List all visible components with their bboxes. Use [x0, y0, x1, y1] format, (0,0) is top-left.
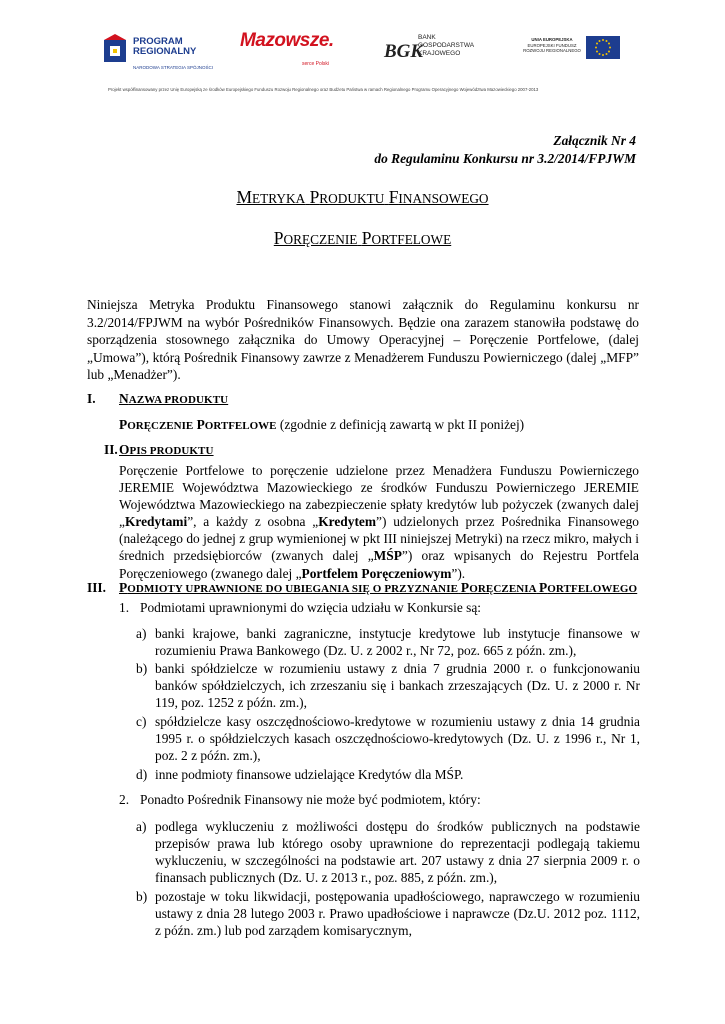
section-2-number: II.: [104, 442, 118, 457]
program-regionalny-icon: [100, 32, 130, 66]
eu-text: [520, 37, 584, 54]
point-2b-text: pozostaje w toku likwidacji, postępowania upadłościowego, naprawczego w rozumieniu ustawy z dnia 28 lutego 2003 r. Prawo upadłościowe i naprawcze (Dz.U. 2012 poz. 1112, z późn. zm.) lub pod zarządem komisarycznym,: [155, 889, 640, 939]
section-1-number: I.: [87, 391, 96, 406]
point-1c-label: c): [136, 714, 147, 729]
point-1b-text: banki spółdzielcze w rozumieniu ustawy z dnia 7 grudnia 2000 r. o funkcjonowaniu banków spółdzielczych, ich zrzeszaniu się i bankach zrzeszających (Dz. U. z 2000 r. Nr 119, poz. 1252 z późn. zm.),: [155, 661, 640, 711]
point-2b-label: b): [136, 889, 148, 904]
point-1a-text: banki krajowe, banki zagraniczne, instytucje kredytowe lub instytucje finansowe w rozumieniu Prawa Bankowego (Dz. U. z 2002 r., Nr 72, poz. 665 z późn. zm.),: [155, 626, 640, 659]
program-regionalny-sub: NARODOWA STRATEGIA SPÓJNOŚCI: [133, 65, 214, 70]
annex-number: Załącznik Nr 4: [553, 133, 636, 148]
program-regionalny-logo: [100, 32, 240, 72]
eu-line3: ROZWOJU REGIONALNEGO: [523, 48, 581, 53]
bgk-monogram-text: BGK: [384, 41, 424, 62]
mazowsze-logo: [240, 32, 355, 72]
bgk-text: [418, 34, 474, 58]
eu-flag-icon: [586, 36, 620, 59]
bgk-line1: BANK: [418, 34, 436, 41]
bgk-line2: GOSPODARSTWA: [418, 42, 475, 49]
eu-logo: [520, 34, 632, 64]
bgk-logo: [383, 34, 493, 70]
point-1a-label: a): [136, 626, 147, 641]
section-3-heading: PODMIOTY UPRAWNIONE DO UBIEGANIA SIĘ O PRZYZNANIE PORĘCZENIA PORTFELOWEGO: [119, 580, 638, 595]
section-2-body: Poręczenie Portfelowe to poręczenie udzielone przez Menadżera Funduszu Powierniczego JEREMIE Województwa Mazowieckiego ze środków Funduszu Powierniczego JEREMIE Województwa Mazowieckiego na zabezpieczenie spłaty kredytów lub pożyczek (zwanych dalej „Kredytami”, a każdy z osobna „Kredytem”) udzielonych przez Pośrednika Finansowego (należącego do jednej z grup wymienionej w pkt III niniejszej Metryki) na rzecz mikro, małych i średnich przedsiębiorców (zwanych dalej „MŚP”) oraz wpisanych do Rejestru Portfela Poręczeniowego (zwanego dalej „Portfelem Poręczeniowym”).: [119, 463, 639, 581]
point-2-text: Ponadto Pośrednik Finansowy nie może być podmiotem, który:: [140, 792, 481, 807]
point-1-text: Podmiotami uprawnionymi do wzięcia udziału w Konkursie są:: [140, 600, 482, 615]
section-1-heading: NAZWA PRODUKTU: [119, 391, 229, 406]
point-1b-label: b): [136, 661, 148, 676]
section-3-number: III.: [87, 580, 106, 595]
point-1d-label: d): [136, 767, 148, 782]
point-1d-text: inne podmioty finansowe udzielające Kredytów dla MŚP.: [155, 767, 464, 782]
point-2a-label: a): [136, 819, 147, 834]
header-logos: [100, 28, 630, 74]
point-1-label: 1.: [119, 600, 130, 615]
section-1-body: PORĘCZENIE PORTFELOWE (zgodnie z definicją zawartą w pkt II poniżej): [119, 417, 525, 432]
document-subtitle: PORĘCZENIE PORTFELOWE: [273, 228, 452, 248]
eu-line1: UNIA EUROPEJSKA: [531, 37, 573, 42]
document-title: METRYKA PRODUKTU FINANSOWEGO: [236, 187, 489, 207]
point-2-label: 2.: [119, 792, 130, 807]
project-funding-note: Projekt współfinansowany przez Unię Europejską ze środków Europejskiego Funduszu Rozwoju Regionalnego oraz Budżetu Państwa w ramach Regionalnego Programu Operacyjnego Województwa Mazowieckiego 2007-2013: [108, 87, 539, 92]
mazowsze-wordmark: Mazowsze.: [240, 30, 334, 51]
bgk-line3: KRAJOWEGO: [418, 50, 461, 57]
point-2a-text: podlega wykluczeniu z możliwości dostępu do środków publicznych na podstawie przepisów prawa lub którego osoby uprawnione do reprezentacji podlegają takiemu wykluczeniu, w szczególności na podstawie art. 207 ustawy z dnia 27 sierpnia 2009 r. o finansach publicznych (Dz. U. z 2013 r., poz. 885, z późn. zm.),: [155, 819, 640, 886]
program-regionalny-text: [133, 37, 196, 57]
section-2-heading: OPIS PRODUKTU: [119, 442, 214, 457]
eu-line2: EUROPEJSKI FUNDUSZ: [527, 42, 577, 48]
program-regionalny-line1: PROGRAM: [133, 36, 183, 47]
mazowsze-tagline: serce Polski: [302, 61, 329, 67]
point-1c-text: spółdzielcze kasy oszczędnościowo-kredytowe w rozumieniu ustawy z dnia 14 grudnia 1995 r. o spółdzielczych kasach oszczędnościowo-kredytowych (Dz. U. z 1996 r., Nr 1, poz. 2 z późn. zm.),: [155, 714, 640, 764]
intro-paragraph: Niniejsza Metryka Produktu Finansowego stanowi załącznik do Regulaminu konkursu nr 3.2/2014/FPJWM na wybór Pośredników Finansowych. Będzie ona zarazem stanowiła podstawę do sporządzenia stosownego załącznika do Umowy Operacyjnej – Poręczenie Portfelowe, (dalej „Umowa”), którą Pośrednik Finansowy zawrze z Menadżerem Funduszu Powierniczego (dalej „MFP” lub „Menadżer”).: [87, 297, 639, 383]
bgk-monogram-icon: [383, 36, 424, 64]
program-regionalny-line2: REGIONALNY: [133, 46, 197, 57]
annex-regulation: do Regulaminu Konkursu nr 3.2/2014/FPJWM: [374, 151, 636, 166]
